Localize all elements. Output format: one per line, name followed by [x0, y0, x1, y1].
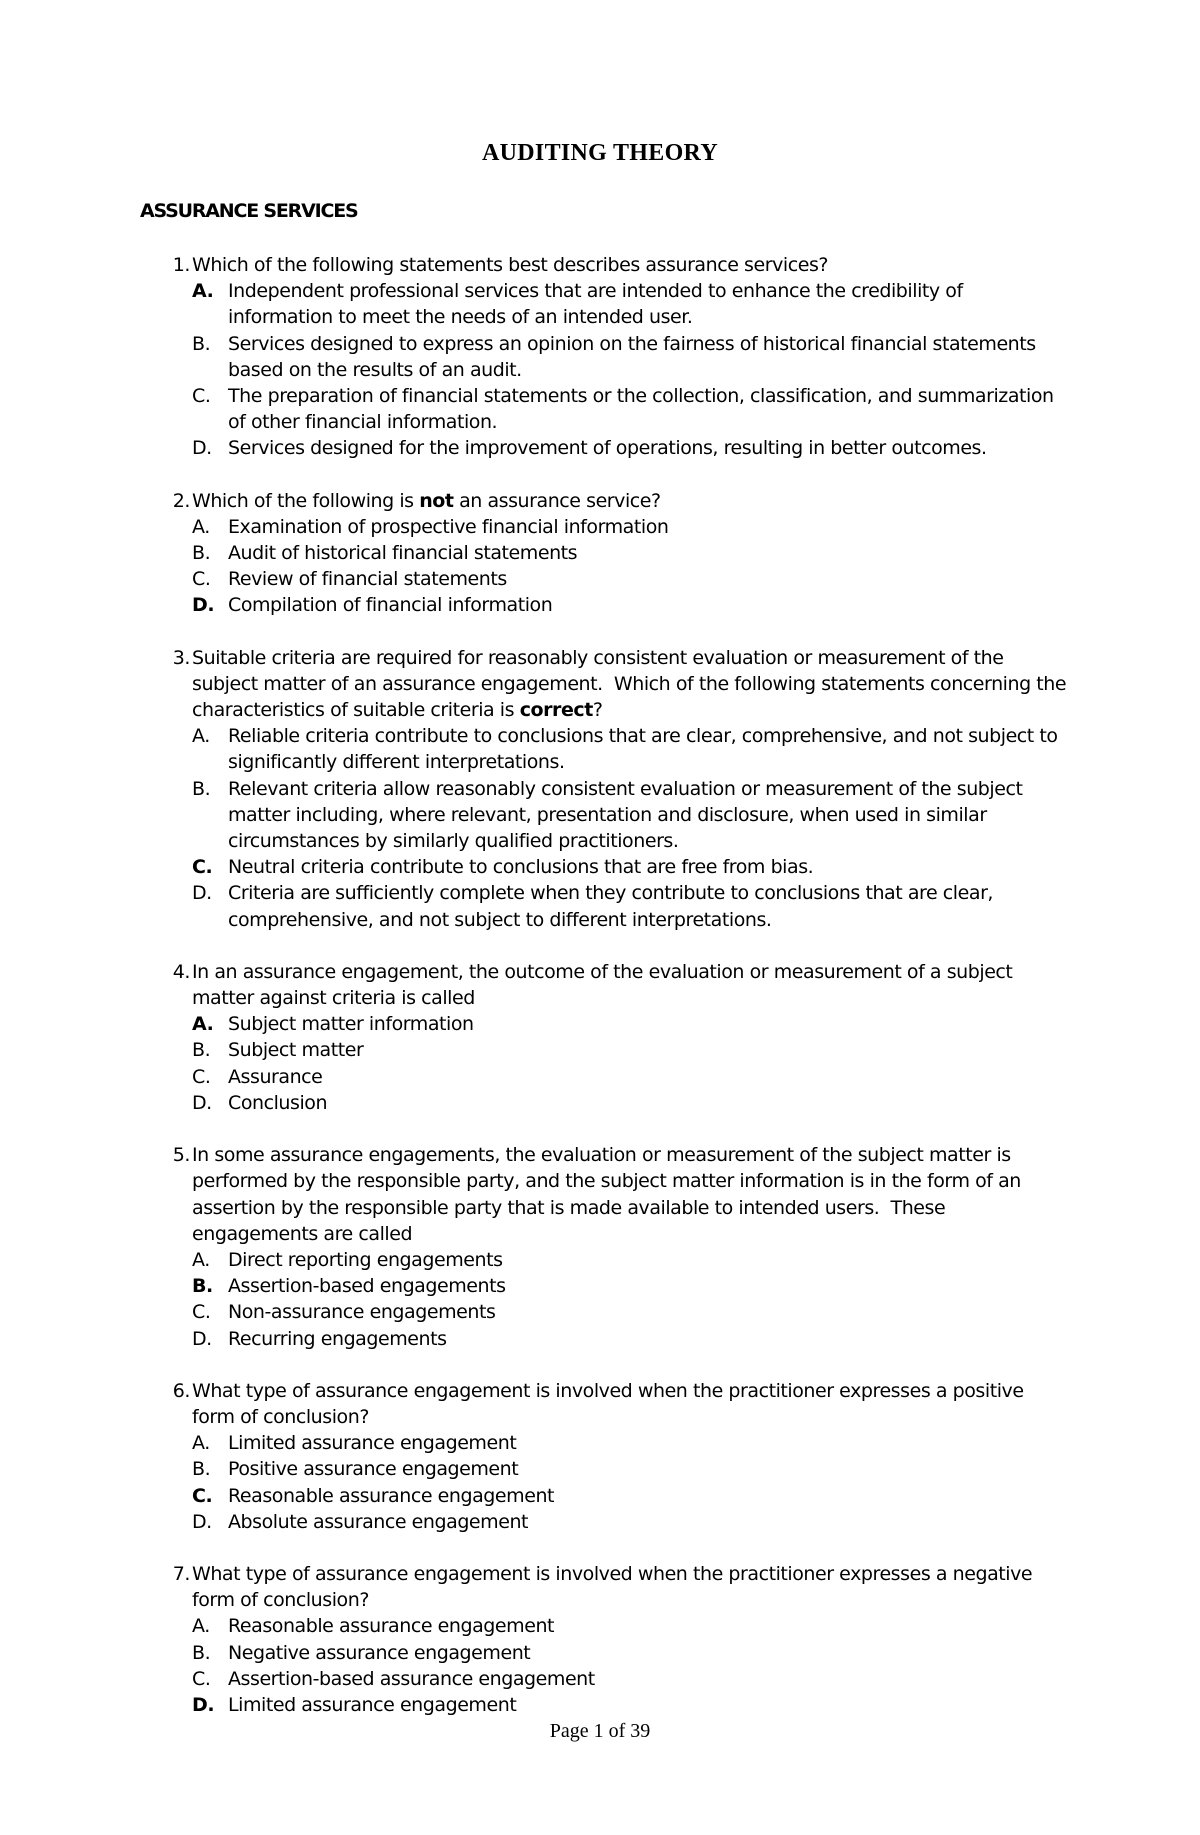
answer-text: The preparation of financial statements or the collection, classification, and summarization of other financial information. — [228, 385, 1054, 434]
answer-option — [192, 1011, 1070, 1037]
question-stem — [140, 645, 1070, 724]
question-text — [192, 645, 1070, 724]
answer-option — [192, 1247, 1070, 1273]
answer-text: Recurring engagements — [228, 1327, 447, 1350]
correct-answer-letter: D. — [192, 1693, 215, 1716]
answer-text: Examination of prospective financial information — [228, 515, 669, 538]
answer-option — [192, 566, 1070, 592]
answer-option — [192, 1456, 1070, 1482]
answer-text: Relevant criteria allow reasonably consistent evaluation or measurement of the subject matter including, where relevant, presentation and disclosure, when used in similar circumstances by similarly qualified practitioners. — [228, 777, 1023, 853]
question-item — [140, 252, 1070, 462]
document-title: AUDITING THEORY — [482, 140, 718, 166]
answer-letter: C. — [192, 1301, 211, 1324]
correct-answer-letter: D. — [192, 594, 215, 617]
answer-option — [192, 1692, 1070, 1718]
answer-option — [192, 383, 1070, 435]
answer-option — [192, 1483, 1070, 1509]
answer-text: Subject matter — [228, 1039, 364, 1062]
question-text — [192, 1561, 1070, 1613]
question-text-part: What type of assurance engagement is involved when the practitioner expresses a negative form of conclusion? — [192, 1562, 1038, 1612]
question-stem — [140, 1142, 1070, 1247]
answer-options — [140, 278, 1070, 461]
correct-answer-letter: A. — [192, 1013, 214, 1036]
question-item — [140, 1142, 1070, 1352]
answer-option — [192, 1090, 1070, 1116]
question-number: 1. — [172, 254, 190, 276]
answer-option — [192, 331, 1070, 383]
correct-answer-letter: C. — [192, 1484, 213, 1507]
question-text — [192, 488, 1070, 514]
answer-text: Reliable criteria contribute to conclusions that are clear, comprehensive, and not subject to significantly different interpretations. — [228, 725, 1058, 774]
answer-letter: A. — [192, 1248, 210, 1271]
question-item — [140, 1561, 1070, 1718]
question-number: 4. — [172, 960, 190, 983]
answer-option — [192, 854, 1070, 880]
question-text — [192, 959, 1070, 1011]
answer-letter: C. — [192, 385, 211, 408]
question-number: 3. — [172, 646, 190, 669]
question-text — [192, 1142, 1070, 1247]
answer-letter: A. — [192, 515, 210, 538]
page-footer: Page 1 of 39 — [549, 1720, 651, 1742]
answer-option — [192, 1640, 1070, 1666]
question-text-part: an assurance service? — [453, 489, 661, 512]
answer-letter: C. — [192, 1065, 211, 1088]
answer-option — [192, 1613, 1070, 1639]
answer-option — [192, 540, 1070, 566]
answer-text: Absolute assurance engagement — [228, 1510, 529, 1533]
answer-option — [192, 514, 1070, 540]
question-number: 2. — [172, 489, 190, 512]
question-stem — [140, 488, 1070, 514]
correct-answer-letter: B. — [192, 1275, 213, 1298]
question-item — [140, 1378, 1070, 1535]
question-text-part: Suitable criteria are required for reasonably consistent evaluation or measurement of the subject matter of an assurance engagement. Which of the following statements concerning the characteristics of suitable criteria is — [192, 646, 1072, 722]
answer-option — [192, 1037, 1070, 1063]
question-text-part: In some assurance engagements, the evaluation or measurement of the subject matter is performed by the responsible party, and the subject matter information is in the form of an assertion by the responsible party that is made available to intended users. These engagements are called — [192, 1144, 1027, 1245]
question-number: 5. — [172, 1144, 190, 1167]
answer-option — [192, 776, 1070, 855]
answer-letter: A. — [192, 1432, 210, 1455]
answer-option — [192, 1064, 1070, 1090]
answer-text: Audit of historical financial statements — [228, 542, 578, 565]
answer-text: Review of financial statements — [228, 568, 507, 591]
answer-option — [192, 435, 1070, 461]
answer-text: Limited assurance engagement — [228, 1432, 517, 1455]
answer-options — [140, 514, 1070, 619]
answer-letter: B. — [192, 777, 211, 800]
question-item — [140, 645, 1070, 933]
answer-option — [192, 1666, 1070, 1692]
section-heading: ASSURANCE SERVICES — [140, 200, 358, 222]
answer-option — [192, 1326, 1070, 1352]
question-text-part: In an assurance engagement, the outcome of the evaluation or measurement of a subject matter against criteria is called — [192, 960, 1019, 1010]
answer-letter: A. — [192, 725, 210, 748]
answer-option — [192, 723, 1070, 775]
answer-letter: B. — [192, 1458, 211, 1481]
question-text-part: Which of the following statements best describes assurance services? — [192, 254, 829, 276]
question-stem — [140, 1561, 1070, 1613]
answer-letter: B. — [192, 1641, 211, 1664]
answer-option — [192, 880, 1070, 932]
question-emphasis: correct — [519, 699, 593, 722]
answer-options — [140, 723, 1070, 933]
answer-text: Assurance — [228, 1065, 323, 1088]
question-item — [140, 488, 1070, 619]
answer-options — [140, 1430, 1070, 1535]
question-stem — [140, 959, 1070, 1011]
correct-answer-letter: C. — [192, 856, 213, 879]
answer-text: Services designed for the improvement of operations, resulting in better outcomes. — [228, 437, 987, 460]
answer-option — [192, 1273, 1070, 1299]
answer-text: Positive assurance engagement — [228, 1458, 519, 1481]
question-number: 6. — [172, 1379, 190, 1402]
answer-text: Reasonable assurance engagement — [228, 1615, 555, 1638]
answer-option — [192, 1509, 1070, 1535]
answer-text: Negative assurance engagement — [228, 1641, 531, 1664]
answer-option — [192, 592, 1070, 618]
answer-option — [192, 1430, 1070, 1456]
answer-letter: C. — [192, 568, 211, 591]
question-list — [140, 252, 1070, 1718]
question-number: 7. — [172, 1562, 190, 1585]
answer-letter: D. — [192, 1091, 212, 1114]
question-stem — [140, 1378, 1070, 1430]
answer-text: Direct reporting engagements — [228, 1248, 503, 1271]
answer-options — [140, 1247, 1070, 1352]
answer-text: Subject matter information — [228, 1013, 474, 1036]
question-text — [192, 252, 1070, 278]
answer-letter: D. — [192, 1327, 212, 1350]
answer-letter: D. — [192, 437, 212, 460]
answer-option — [192, 1299, 1070, 1325]
question-stem — [140, 252, 1070, 278]
answer-options — [140, 1613, 1070, 1718]
question-item — [140, 959, 1070, 1116]
answer-text: Independent professional services that are intended to enhance the credibility of information to meet the needs of an intended user. — [228, 280, 963, 329]
question-text — [192, 1378, 1070, 1430]
answer-text: Services designed to express an opinion on the fairness of historical financial statements based on the results of an audit. — [228, 332, 1036, 381]
answer-text: Assertion-based engagements — [228, 1275, 506, 1298]
answer-letter: B. — [192, 542, 211, 565]
answer-letter: B. — [192, 332, 211, 355]
answer-text: Limited assurance engagement — [228, 1693, 517, 1716]
answer-letter: C. — [192, 1667, 211, 1690]
answer-text: Non-assurance engagements — [228, 1301, 496, 1324]
question-text-part: ? — [592, 699, 603, 722]
answer-option — [192, 278, 1070, 330]
question-text-part: Which of the following is — [192, 489, 420, 512]
answer-letter: D. — [192, 882, 212, 905]
question-text-part: What type of assurance engagement is involved when the practitioner expresses a positive form of conclusion? — [192, 1379, 1030, 1428]
correct-answer-letter: A. — [192, 280, 214, 303]
answer-options — [140, 1011, 1070, 1116]
answer-text: Neutral criteria contribute to conclusions that are free from bias. — [228, 856, 814, 879]
answer-text: Conclusion — [228, 1091, 328, 1114]
answer-text: Assertion-based assurance engagement — [228, 1667, 595, 1690]
answer-letter: B. — [192, 1039, 211, 1062]
answer-text: Reasonable assurance engagement — [228, 1484, 555, 1507]
question-emphasis: not — [419, 489, 454, 512]
answer-letter: A. — [192, 1615, 210, 1638]
answer-text: Compilation of financial information — [228, 594, 553, 617]
answer-letter: D. — [192, 1510, 212, 1533]
answer-text: Criteria are sufficiently complete when they contribute to conclusions that are clear, comprehensive, and not subject to different interpretations. — [228, 882, 994, 931]
